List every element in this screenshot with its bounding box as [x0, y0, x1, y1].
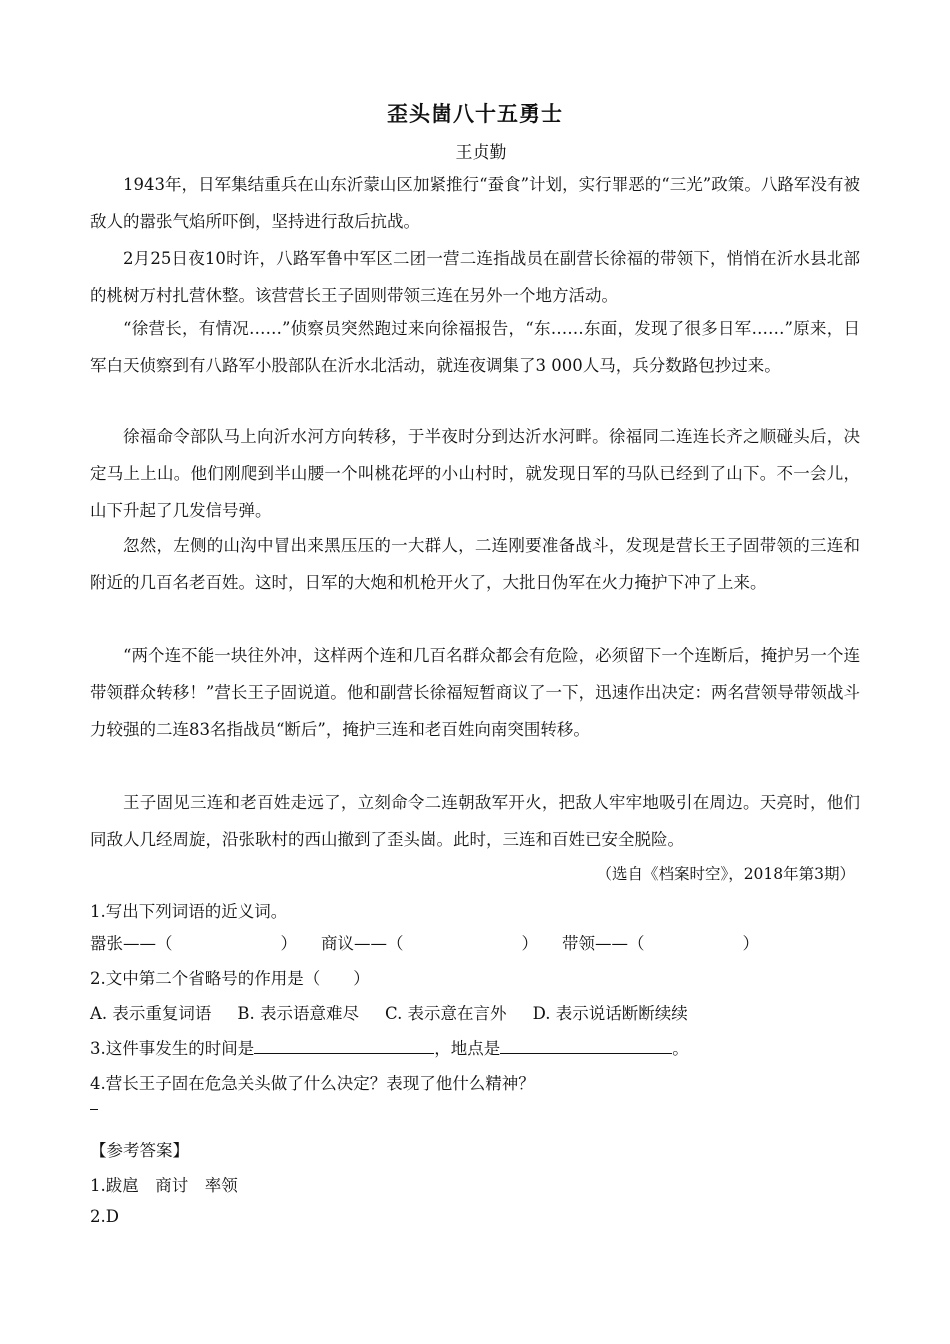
q3-suffix: 。: [672, 1039, 689, 1058]
q2-option-b: B. 表示语意难尽: [237, 1004, 360, 1023]
q2-option-a: A. 表示重复词语: [90, 1004, 212, 1023]
question-3: [90, 1035, 689, 1059]
source-citation: （选自《档案时空》，2018年第3期）: [596, 865, 855, 883]
q2-option-d: D. 表示说话断断续续: [532, 1004, 688, 1023]
answer-line-mark: [90, 1109, 98, 1110]
answer-1: 1.跋扈 商讨 率领: [90, 1176, 238, 1195]
answer-2: 2.D: [90, 1207, 119, 1226]
q1-item-1-label: 嚣张——（: [90, 934, 173, 953]
paragraph-4: 徐福命令部队马上向沂水河方向转移，于半夜时分到达沂水河畔。徐福同二连连长齐之顺碰头后，决定马上上山。他们刚爬到半山腰一个叫桃花坪的小山村时，就发现日军的马队已经到了山下。不一会儿，山下升起了几发信号弹。: [90, 427, 860, 520]
question-2-options: [90, 1000, 688, 1024]
q1-item-2-close: ）: [521, 934, 538, 953]
q3-time-blank[interactable]: [254, 1035, 434, 1054]
q3-place-blank[interactable]: [500, 1035, 672, 1054]
answer-heading: 【参考答案】: [90, 1141, 189, 1160]
paragraph-6: “两个连不能一块往外冲，这样两个连和几百名群众都会有危险，必须留下一个连断后，掩护另一个连带领群众转移！”营长王子固说道。他和副营长徐福短暂商议了一下，迅速作出决定：两名营领导带领战斗力较强的二连83名指战员“断后”，掩护三连和老百姓向南突围转移。: [90, 646, 860, 739]
paragraph-2: 2月25日夜10时许，八路军鲁中军区二团一营二连指战员在副营长徐福的带领下，悄悄在沂水县北部的桃树万村扎营休整。该营营长王子固则带领三连在另外一个地方活动。: [90, 249, 860, 305]
question-1: 1.写出下列词语的近义词。: [90, 902, 288, 921]
q1-item-3-close: ）: [742, 934, 759, 953]
article-title: 歪头崮八十五勇士: [387, 102, 563, 126]
q3-prefix: 3.这件事发生的时间是: [90, 1039, 255, 1058]
q1-item-2-label: 商议——（: [321, 934, 404, 953]
question-4: 4.营长王子固在危急关头做了什么决定？表现了他什么精神？: [90, 1074, 535, 1093]
paragraph-5: 忽然，左侧的山沟中冒出来黑压压的一大群人，二连刚要准备战斗，发现是营长王子固带领的三连和附近的几百名老百姓。这时，日军的大炮和机枪开火了，大批日伪军在火力掩护下冲了上来。: [90, 536, 860, 592]
q1-item-1-close: ）: [280, 934, 297, 953]
article-author: 王贞勤: [455, 143, 507, 163]
question-2: 2.文中第二个省略号的作用是（ ）: [90, 969, 370, 988]
paragraph-7: 王子固见三连和老百姓走远了，立刻命令二连朝敌军开火，把敌人牢牢地吸引在周边。天亮时，他们同敌人几经周旋，沿张耿村的西山撤到了歪头崮。此时，三连和百姓已安全脱险。: [90, 793, 860, 849]
paragraph-1: 1943年，日军集结重兵在山东沂蒙山区加紧推行“蚕食”计划，实行罪恶的“三光”政策。八路军没有被敌人的嚣张气焰所吓倒，坚持进行敌后抗战。: [90, 175, 860, 231]
q3-middle: ，地点是: [434, 1039, 501, 1058]
q1-item-3-label: 带领——（: [562, 934, 645, 953]
q2-option-c: C. 表示意在言外: [385, 1004, 507, 1023]
paragraph-3: “徐营长，有情况……”侦察员突然跑过来向徐福报告，“东……东面，发现了很多日军……”原来，日军白天侦察到有八路军小股部队在沂水北活动，就连夜调集了3 000人马，兵分数路包抄过来。: [90, 319, 860, 375]
question-1-items: [90, 930, 759, 954]
